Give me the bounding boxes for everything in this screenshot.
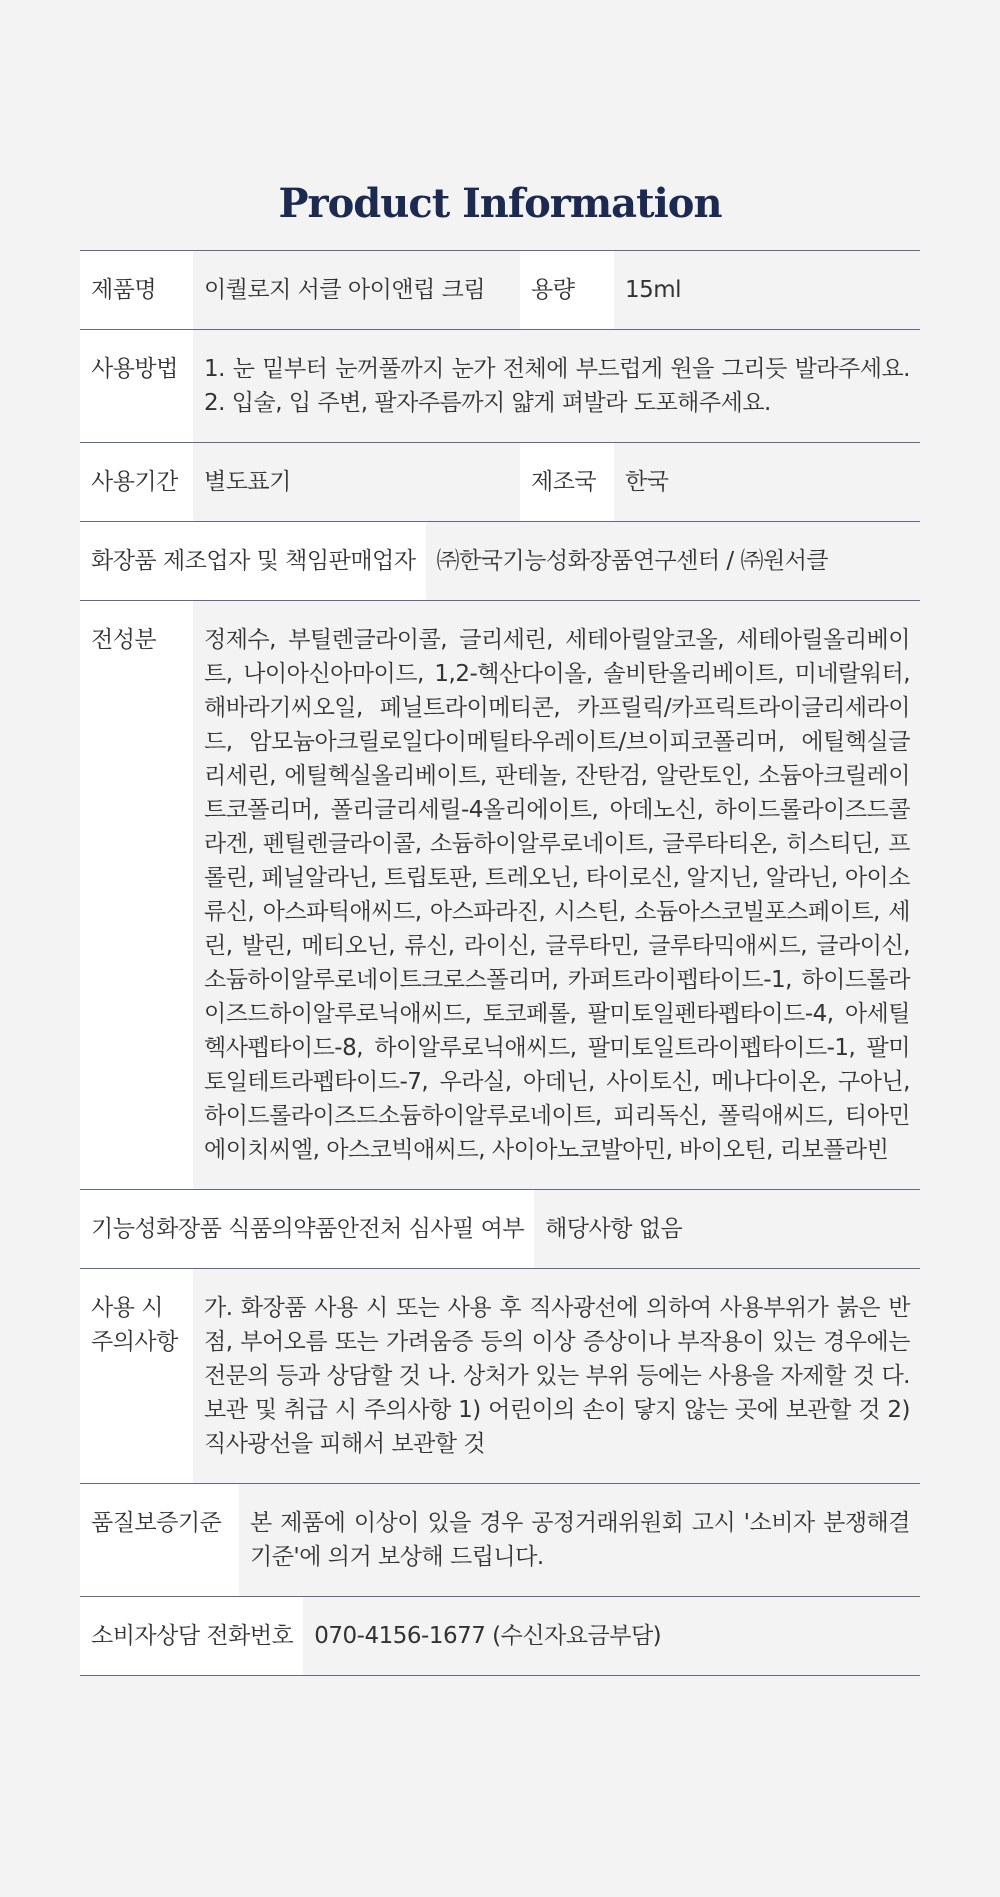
- row-cs: [80, 1597, 920, 1676]
- manufacturer-label: 화장품 제조업자 및 책임판매업자: [80, 522, 426, 600]
- row-caution: [80, 1269, 920, 1484]
- period-label: 사용기간: [80, 443, 193, 521]
- row-manufacturer: [80, 522, 920, 601]
- caution-value: 가. 화장품 사용 시 또는 사용 후 직사광선에 의하여 사용부위가 붉은 반점, 부어오름 또는 가려움증 등의 이상 증상이나 부작용이 있는 경우에는 전문의 등과 상담할 것 나. 상처가 있는 부위 등에는 사용을 자제할 것 다. 보관 및 취급 시 주의사항 1) 어린이의 손이 닿지 않는 곳에 보관할 것 2) 직사광선을 피해서 보관할 것: [193, 1269, 920, 1483]
- cs-value: 070-4156-1677 (수신자요금부담): [303, 1597, 920, 1675]
- product-name-label: 제품명: [80, 251, 193, 329]
- row-usage: [80, 330, 920, 443]
- cs-label: 소비자상담 전화번호: [80, 1597, 303, 1675]
- row-quality: [80, 1484, 920, 1597]
- ingredients-value: 정제수, 부틸렌글라이콜, 글리세린, 세테아릴알코올, 세테아릴올리베이트, 나이아신아마이드, 1,2-헥산다이올, 솔비탄올리베이트, 미네랄워터, 해바라기씨오일, 페닐트라이메티콘, 카프릴릭/카프릭트라이글리세라이드, 암모늄아크릴로일다이메틸타우레이트/브이피코폴리머, 에틸헥실글리세린, 에틸헥실올리베이트, 판테놀, 잔탄검, 알란토인, 소듐아크릴레이트코폴리머, 폴리글리세릴-4올리에이트, 아데노신, 하이드롤라이즈드콜라겐, 펜틸렌글라이콜, 소듐하이알루로네이트, 글루타티온, 히스티딘, 프롤린, 페닐알라닌, 트립토판, 트레오닌, 타이로신, 알지닌, 알라닌, 아이소류신, 아스파틱애씨드, 아스파라진, 시스틴, 소듐아스코빌포스페이트, 세린, 발린, 메티오닌, 류신, 라이신, 글루타민, 글루타믹애씨드, 글라이신, 소듐하이알루로네이트크로스폴리머, 카퍼트라이펩타이드-1, 하이드롤라이즈드하이알루로닉애씨드, 토코페롤, 팔미토일펜타펩타이드-4, 아세틸헥사펩타이드-8, 하이알루로닉애씨드, 팔미토일트라이펩타이드-1, 팔미토일테트라펩타이드-7, 우라실, 아데닌, 사이토신, 메나다이온, 구아닌, 하이드롤라이즈드소듐하이알루로네이트, 피리독신, 폴릭애씨드, 티아민에이치씨엘, 아스코빅애씨드, 사이아노코발아민, 바이오틴, 리보플라빈: [193, 601, 920, 1189]
- caution-label: 사용 시 주의사항: [80, 1269, 193, 1483]
- origin-value: 한국: [614, 443, 920, 521]
- functional-value: 해당사항 없음: [534, 1190, 920, 1268]
- ingredients-label: 전성분: [80, 601, 193, 1189]
- page-title: Product Information: [278, 180, 722, 227]
- row-ingredients: [80, 601, 920, 1190]
- product-info-table: [80, 250, 920, 1676]
- volume-value: 15ml: [614, 251, 920, 329]
- usage-label: 사용방법: [80, 330, 193, 442]
- row-product-name: [80, 251, 920, 330]
- usage-value: 1. 눈 밑부터 눈꺼풀까지 눈가 전체에 부드럽게 원을 그리듯 발라주세요. 2. 입술, 입 주변, 팔자주름까지 얇게 펴발라 도포해주세요.: [193, 330, 920, 442]
- functional-label: 기능성화장품 식품의약품안전처 심사필 여부: [80, 1190, 534, 1268]
- row-period: [80, 443, 920, 522]
- product-name-value: 이퀄로지 서클 아이앤립 크림: [193, 251, 520, 329]
- quality-label: 품질보증기준: [80, 1484, 239, 1596]
- row-functional: [80, 1190, 920, 1269]
- volume-label: 용량: [520, 251, 614, 329]
- manufacturer-value: ㈜한국기능성화장품연구센터 / ㈜원서클: [426, 522, 921, 600]
- origin-label: 제조국: [520, 443, 614, 521]
- quality-value: 본 제품에 이상이 있을 경우 공정거래위원회 고시 '소비자 분쟁해결 기준'에 의거 보상해 드립니다.: [239, 1484, 920, 1596]
- period-value: 별도표기: [193, 443, 520, 521]
